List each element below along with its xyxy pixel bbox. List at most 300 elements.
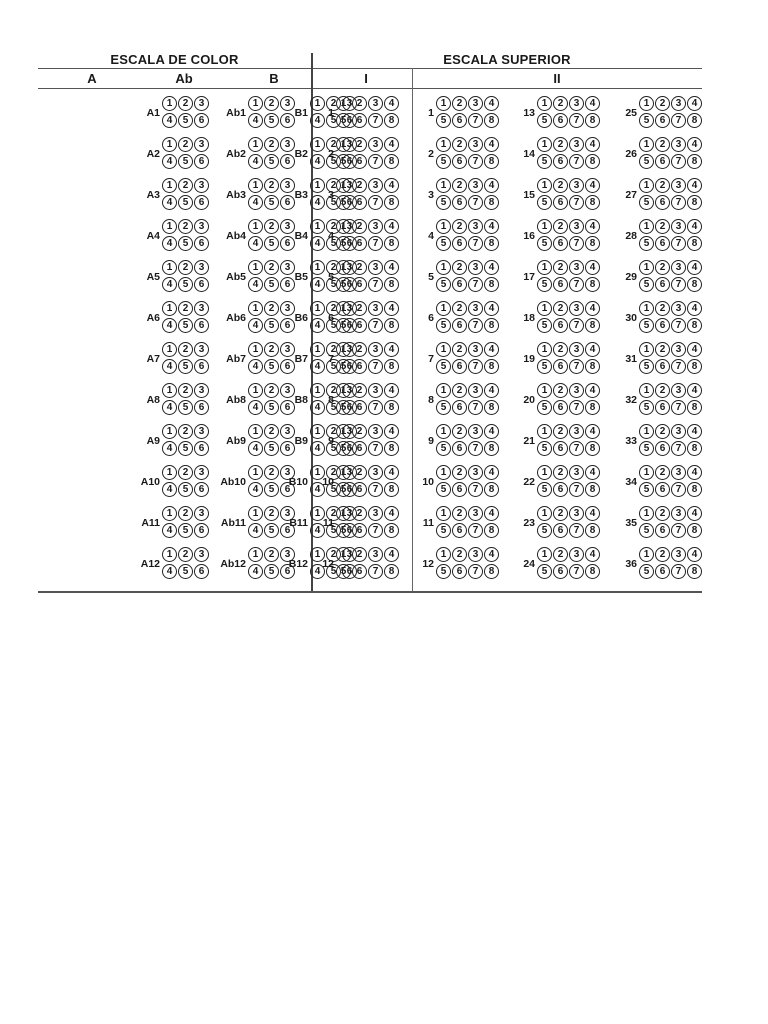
answer-bubble[interactable]: 6 bbox=[452, 400, 467, 415]
answer-bubble[interactable]: 6 bbox=[352, 359, 367, 374]
answer-bubble[interactable]: 2 bbox=[326, 506, 341, 521]
answer-bubble[interactable]: 1 bbox=[436, 342, 451, 357]
answer-bubble[interactable]: 2 bbox=[264, 506, 279, 521]
answer-bubble[interactable]: 4 bbox=[162, 359, 177, 374]
answer-bubble[interactable]: 1 bbox=[248, 383, 263, 398]
answer-bubble[interactable]: 1 bbox=[537, 178, 552, 193]
answer-bubble[interactable]: 4 bbox=[384, 260, 399, 275]
answer-bubble[interactable]: 5 bbox=[537, 441, 552, 456]
answer-bubble[interactable]: 3 bbox=[194, 137, 209, 152]
answer-bubble[interactable]: 2 bbox=[553, 178, 568, 193]
answer-bubble[interactable]: 7 bbox=[569, 277, 584, 292]
answer-bubble[interactable]: 4 bbox=[585, 424, 600, 439]
answer-bubble[interactable]: 1 bbox=[248, 547, 263, 562]
answer-bubble[interactable]: 2 bbox=[178, 547, 193, 562]
answer-bubble[interactable]: 5 bbox=[336, 359, 351, 374]
answer-bubble[interactable]: 1 bbox=[162, 219, 177, 234]
answer-bubble[interactable]: 2 bbox=[326, 219, 341, 234]
answer-bubble[interactable]: 3 bbox=[194, 301, 209, 316]
answer-bubble[interactable]: 3 bbox=[280, 424, 295, 439]
answer-bubble[interactable]: 1 bbox=[310, 506, 325, 521]
answer-bubble[interactable]: 2 bbox=[553, 137, 568, 152]
answer-bubble[interactable]: 5 bbox=[336, 482, 351, 497]
answer-bubble[interactable]: 7 bbox=[671, 482, 686, 497]
answer-bubble[interactable]: 1 bbox=[436, 547, 451, 562]
answer-bubble[interactable]: 2 bbox=[553, 547, 568, 562]
answer-bubble[interactable]: 8 bbox=[585, 482, 600, 497]
answer-bubble[interactable]: 4 bbox=[384, 506, 399, 521]
answer-bubble[interactable]: 5 bbox=[436, 154, 451, 169]
answer-bubble[interactable]: 3 bbox=[468, 301, 483, 316]
answer-bubble[interactable]: 8 bbox=[384, 154, 399, 169]
answer-bubble[interactable]: 2 bbox=[178, 506, 193, 521]
answer-bubble[interactable]: 1 bbox=[162, 96, 177, 111]
answer-bubble[interactable]: 1 bbox=[436, 383, 451, 398]
answer-bubble[interactable]: 5 bbox=[178, 277, 193, 292]
answer-bubble[interactable]: 5 bbox=[326, 564, 341, 579]
answer-bubble[interactable]: 6 bbox=[280, 195, 295, 210]
answer-bubble[interactable]: 4 bbox=[248, 482, 263, 497]
answer-bubble[interactable]: 6 bbox=[452, 154, 467, 169]
answer-bubble[interactable]: 8 bbox=[484, 318, 499, 333]
answer-bubble[interactable]: 5 bbox=[178, 195, 193, 210]
answer-bubble[interactable]: 6 bbox=[342, 400, 357, 415]
answer-bubble[interactable]: 4 bbox=[484, 260, 499, 275]
answer-bubble[interactable]: 7 bbox=[671, 236, 686, 251]
answer-bubble[interactable]: 8 bbox=[585, 195, 600, 210]
answer-bubble[interactable]: 4 bbox=[384, 178, 399, 193]
answer-bubble[interactable]: 6 bbox=[342, 236, 357, 251]
answer-bubble[interactable]: 5 bbox=[178, 441, 193, 456]
answer-bubble[interactable]: 4 bbox=[162, 318, 177, 333]
answer-bubble[interactable]: 3 bbox=[194, 260, 209, 275]
answer-bubble[interactable]: 4 bbox=[310, 154, 325, 169]
answer-bubble[interactable]: 1 bbox=[639, 96, 654, 111]
answer-bubble[interactable]: 1 bbox=[537, 465, 552, 480]
answer-bubble[interactable]: 7 bbox=[468, 400, 483, 415]
answer-bubble[interactable]: 4 bbox=[585, 506, 600, 521]
answer-bubble[interactable]: 2 bbox=[452, 424, 467, 439]
answer-bubble[interactable]: 4 bbox=[687, 178, 702, 193]
answer-bubble[interactable]: 5 bbox=[336, 113, 351, 128]
answer-bubble[interactable]: 5 bbox=[264, 359, 279, 374]
answer-bubble[interactable]: 1 bbox=[310, 547, 325, 562]
answer-bubble[interactable]: 7 bbox=[468, 236, 483, 251]
answer-bubble[interactable]: 4 bbox=[162, 154, 177, 169]
answer-bubble[interactable]: 1 bbox=[639, 547, 654, 562]
answer-bubble[interactable]: 8 bbox=[687, 154, 702, 169]
answer-bubble[interactable]: 1 bbox=[537, 301, 552, 316]
answer-bubble[interactable]: 1 bbox=[248, 260, 263, 275]
answer-bubble[interactable]: 6 bbox=[452, 318, 467, 333]
answer-bubble[interactable]: 4 bbox=[687, 96, 702, 111]
answer-bubble[interactable]: 2 bbox=[178, 137, 193, 152]
answer-bubble[interactable]: 8 bbox=[585, 564, 600, 579]
answer-bubble[interactable]: 6 bbox=[452, 564, 467, 579]
answer-bubble[interactable]: 2 bbox=[655, 301, 670, 316]
answer-bubble[interactable]: 8 bbox=[585, 400, 600, 415]
answer-bubble[interactable]: 2 bbox=[452, 547, 467, 562]
answer-bubble[interactable]: 1 bbox=[248, 506, 263, 521]
answer-bubble[interactable]: 7 bbox=[569, 523, 584, 538]
answer-bubble[interactable]: 1 bbox=[436, 96, 451, 111]
answer-bubble[interactable]: 6 bbox=[280, 154, 295, 169]
answer-bubble[interactable]: 7 bbox=[671, 523, 686, 538]
answer-bubble[interactable]: 5 bbox=[178, 564, 193, 579]
answer-bubble[interactable]: 3 bbox=[468, 260, 483, 275]
answer-bubble[interactable]: 2 bbox=[352, 383, 367, 398]
answer-bubble[interactable]: 2 bbox=[352, 96, 367, 111]
answer-bubble[interactable]: 1 bbox=[537, 506, 552, 521]
answer-bubble[interactable]: 5 bbox=[537, 400, 552, 415]
answer-bubble[interactable]: 2 bbox=[264, 96, 279, 111]
answer-bubble[interactable]: 3 bbox=[280, 137, 295, 152]
answer-bubble[interactable]: 6 bbox=[452, 277, 467, 292]
answer-bubble[interactable]: 4 bbox=[384, 424, 399, 439]
answer-bubble[interactable]: 4 bbox=[310, 359, 325, 374]
answer-bubble[interactable]: 3 bbox=[368, 465, 383, 480]
answer-bubble[interactable]: 6 bbox=[280, 277, 295, 292]
answer-bubble[interactable]: 2 bbox=[326, 465, 341, 480]
answer-bubble[interactable]: 7 bbox=[569, 318, 584, 333]
answer-bubble[interactable]: 5 bbox=[639, 318, 654, 333]
answer-bubble[interactable]: 4 bbox=[484, 506, 499, 521]
answer-bubble[interactable]: 4 bbox=[484, 301, 499, 316]
answer-bubble[interactable]: 1 bbox=[336, 178, 351, 193]
answer-bubble[interactable]: 4 bbox=[248, 195, 263, 210]
answer-bubble[interactable]: 3 bbox=[342, 465, 357, 480]
answer-bubble[interactable]: 5 bbox=[326, 236, 341, 251]
answer-bubble[interactable]: 2 bbox=[655, 342, 670, 357]
answer-bubble[interactable]: 2 bbox=[326, 383, 341, 398]
answer-bubble[interactable]: 2 bbox=[452, 383, 467, 398]
answer-bubble[interactable]: 4 bbox=[248, 113, 263, 128]
answer-bubble[interactable]: 8 bbox=[384, 564, 399, 579]
answer-bubble[interactable]: 2 bbox=[352, 424, 367, 439]
answer-bubble[interactable]: 6 bbox=[280, 236, 295, 251]
answer-bubble[interactable]: 2 bbox=[452, 301, 467, 316]
answer-bubble[interactable]: 8 bbox=[687, 564, 702, 579]
answer-bubble[interactable]: 5 bbox=[639, 359, 654, 374]
answer-bubble[interactable]: 3 bbox=[671, 547, 686, 562]
answer-bubble[interactable]: 7 bbox=[569, 195, 584, 210]
answer-bubble[interactable]: 5 bbox=[436, 441, 451, 456]
answer-bubble[interactable]: 3 bbox=[368, 260, 383, 275]
answer-bubble[interactable]: 4 bbox=[687, 260, 702, 275]
answer-bubble[interactable]: 2 bbox=[655, 383, 670, 398]
answer-bubble[interactable]: 6 bbox=[352, 482, 367, 497]
answer-bubble[interactable]: 3 bbox=[280, 383, 295, 398]
answer-bubble[interactable]: 4 bbox=[162, 236, 177, 251]
answer-bubble[interactable]: 7 bbox=[368, 195, 383, 210]
answer-bubble[interactable]: 5 bbox=[436, 236, 451, 251]
answer-bubble[interactable]: 2 bbox=[264, 465, 279, 480]
answer-bubble[interactable]: 1 bbox=[310, 219, 325, 234]
answer-bubble[interactable]: 6 bbox=[194, 359, 209, 374]
answer-bubble[interactable]: 1 bbox=[162, 465, 177, 480]
answer-bubble[interactable]: 4 bbox=[484, 137, 499, 152]
answer-bubble[interactable]: 3 bbox=[671, 301, 686, 316]
answer-bubble[interactable]: 3 bbox=[569, 219, 584, 234]
answer-bubble[interactable]: 5 bbox=[326, 195, 341, 210]
answer-bubble[interactable]: 3 bbox=[468, 219, 483, 234]
answer-bubble[interactable]: 3 bbox=[569, 465, 584, 480]
answer-bubble[interactable]: 6 bbox=[194, 400, 209, 415]
answer-bubble[interactable]: 1 bbox=[639, 465, 654, 480]
answer-bubble[interactable]: 6 bbox=[342, 277, 357, 292]
answer-bubble[interactable]: 3 bbox=[342, 96, 357, 111]
answer-bubble[interactable]: 8 bbox=[585, 441, 600, 456]
answer-bubble[interactable]: 7 bbox=[368, 482, 383, 497]
answer-bubble[interactable]: 3 bbox=[368, 506, 383, 521]
answer-bubble[interactable]: 4 bbox=[310, 113, 325, 128]
answer-bubble[interactable]: 6 bbox=[194, 277, 209, 292]
answer-bubble[interactable]: 4 bbox=[384, 383, 399, 398]
answer-bubble[interactable]: 3 bbox=[671, 178, 686, 193]
answer-bubble[interactable]: 2 bbox=[452, 96, 467, 111]
answer-bubble[interactable]: 4 bbox=[310, 523, 325, 538]
answer-bubble[interactable]: 3 bbox=[342, 547, 357, 562]
answer-bubble[interactable]: 6 bbox=[655, 359, 670, 374]
answer-bubble[interactable]: 6 bbox=[553, 523, 568, 538]
answer-bubble[interactable]: 6 bbox=[655, 277, 670, 292]
answer-bubble[interactable]: 3 bbox=[569, 178, 584, 193]
answer-bubble[interactable]: 4 bbox=[310, 318, 325, 333]
answer-bubble[interactable]: 3 bbox=[194, 506, 209, 521]
answer-bubble[interactable]: 3 bbox=[194, 96, 209, 111]
answer-bubble[interactable]: 1 bbox=[248, 178, 263, 193]
answer-bubble[interactable]: 8 bbox=[384, 359, 399, 374]
answer-bubble[interactable]: 5 bbox=[178, 482, 193, 497]
answer-bubble[interactable]: 3 bbox=[194, 465, 209, 480]
answer-bubble[interactable]: 2 bbox=[264, 383, 279, 398]
answer-bubble[interactable]: 5 bbox=[436, 277, 451, 292]
answer-bubble[interactable]: 2 bbox=[264, 137, 279, 152]
answer-bubble[interactable]: 2 bbox=[352, 260, 367, 275]
answer-bubble[interactable]: 1 bbox=[336, 342, 351, 357]
answer-bubble[interactable]: 5 bbox=[436, 564, 451, 579]
answer-bubble[interactable]: 6 bbox=[280, 441, 295, 456]
answer-bubble[interactable]: 7 bbox=[468, 523, 483, 538]
answer-bubble[interactable]: 2 bbox=[178, 424, 193, 439]
answer-bubble[interactable]: 1 bbox=[248, 465, 263, 480]
answer-bubble[interactable]: 7 bbox=[468, 154, 483, 169]
answer-bubble[interactable]: 8 bbox=[484, 523, 499, 538]
answer-bubble[interactable]: 6 bbox=[280, 400, 295, 415]
answer-bubble[interactable]: 8 bbox=[384, 195, 399, 210]
answer-bubble[interactable]: 5 bbox=[436, 195, 451, 210]
answer-bubble[interactable]: 8 bbox=[484, 277, 499, 292]
answer-bubble[interactable]: 1 bbox=[248, 424, 263, 439]
answer-bubble[interactable]: 3 bbox=[280, 506, 295, 521]
answer-bubble[interactable]: 8 bbox=[585, 523, 600, 538]
answer-bubble[interactable]: 4 bbox=[484, 96, 499, 111]
answer-bubble[interactable]: 1 bbox=[248, 96, 263, 111]
answer-bubble[interactable]: 5 bbox=[264, 400, 279, 415]
answer-bubble[interactable]: 6 bbox=[342, 523, 357, 538]
answer-bubble[interactable]: 6 bbox=[194, 236, 209, 251]
answer-bubble[interactable]: 2 bbox=[655, 547, 670, 562]
answer-bubble[interactable]: 1 bbox=[336, 137, 351, 152]
answer-bubble[interactable]: 1 bbox=[537, 342, 552, 357]
answer-bubble[interactable]: 4 bbox=[248, 359, 263, 374]
answer-bubble[interactable]: 2 bbox=[352, 506, 367, 521]
answer-bubble[interactable]: 8 bbox=[687, 236, 702, 251]
answer-bubble[interactable]: 1 bbox=[310, 96, 325, 111]
answer-bubble[interactable]: 6 bbox=[452, 482, 467, 497]
answer-bubble[interactable]: 5 bbox=[264, 441, 279, 456]
answer-bubble[interactable]: 6 bbox=[280, 359, 295, 374]
answer-bubble[interactable]: 6 bbox=[655, 441, 670, 456]
answer-bubble[interactable]: 3 bbox=[671, 383, 686, 398]
answer-bubble[interactable]: 3 bbox=[368, 219, 383, 234]
answer-bubble[interactable]: 1 bbox=[336, 547, 351, 562]
answer-bubble[interactable]: 8 bbox=[484, 400, 499, 415]
answer-bubble[interactable]: 3 bbox=[368, 383, 383, 398]
answer-bubble[interactable]: 7 bbox=[368, 318, 383, 333]
answer-bubble[interactable]: 6 bbox=[553, 482, 568, 497]
answer-bubble[interactable]: 4 bbox=[484, 424, 499, 439]
answer-bubble[interactable]: 5 bbox=[336, 318, 351, 333]
answer-bubble[interactable]: 7 bbox=[468, 441, 483, 456]
answer-bubble[interactable]: 1 bbox=[162, 383, 177, 398]
answer-bubble[interactable]: 1 bbox=[336, 424, 351, 439]
answer-bubble[interactable]: 3 bbox=[280, 547, 295, 562]
answer-bubble[interactable]: 4 bbox=[585, 547, 600, 562]
answer-bubble[interactable]: 6 bbox=[194, 482, 209, 497]
answer-bubble[interactable]: 8 bbox=[585, 277, 600, 292]
answer-bubble[interactable]: 6 bbox=[342, 154, 357, 169]
answer-bubble[interactable]: 2 bbox=[655, 424, 670, 439]
answer-bubble[interactable]: 3 bbox=[569, 383, 584, 398]
answer-bubble[interactable]: 2 bbox=[655, 178, 670, 193]
answer-bubble[interactable]: 5 bbox=[537, 195, 552, 210]
answer-bubble[interactable]: 2 bbox=[264, 547, 279, 562]
answer-bubble[interactable]: 5 bbox=[336, 277, 351, 292]
answer-bubble[interactable]: 8 bbox=[687, 400, 702, 415]
answer-bubble[interactable]: 4 bbox=[585, 260, 600, 275]
answer-bubble[interactable]: 8 bbox=[384, 318, 399, 333]
answer-bubble[interactable]: 3 bbox=[671, 342, 686, 357]
answer-bubble[interactable]: 6 bbox=[553, 195, 568, 210]
answer-bubble[interactable]: 6 bbox=[352, 195, 367, 210]
answer-bubble[interactable]: 7 bbox=[671, 277, 686, 292]
answer-bubble[interactable]: 5 bbox=[639, 400, 654, 415]
answer-bubble[interactable]: 5 bbox=[326, 523, 341, 538]
answer-bubble[interactable]: 4 bbox=[310, 400, 325, 415]
answer-bubble[interactable]: 7 bbox=[468, 482, 483, 497]
answer-bubble[interactable]: 5 bbox=[336, 564, 351, 579]
answer-bubble[interactable]: 3 bbox=[280, 178, 295, 193]
answer-bubble[interactable]: 4 bbox=[248, 318, 263, 333]
answer-bubble[interactable]: 8 bbox=[585, 359, 600, 374]
answer-bubble[interactable]: 8 bbox=[384, 236, 399, 251]
answer-bubble[interactable]: 1 bbox=[436, 219, 451, 234]
answer-bubble[interactable]: 6 bbox=[342, 113, 357, 128]
answer-bubble[interactable]: 3 bbox=[468, 137, 483, 152]
answer-bubble[interactable]: 4 bbox=[384, 219, 399, 234]
answer-bubble[interactable]: 4 bbox=[687, 219, 702, 234]
answer-bubble[interactable]: 4 bbox=[248, 523, 263, 538]
answer-bubble[interactable]: 2 bbox=[655, 260, 670, 275]
answer-bubble[interactable]: 4 bbox=[310, 482, 325, 497]
answer-bubble[interactable]: 3 bbox=[468, 424, 483, 439]
answer-bubble[interactable]: 6 bbox=[452, 236, 467, 251]
answer-bubble[interactable]: 4 bbox=[310, 441, 325, 456]
answer-bubble[interactable]: 1 bbox=[639, 342, 654, 357]
answer-bubble[interactable]: 4 bbox=[484, 219, 499, 234]
answer-bubble[interactable]: 2 bbox=[553, 424, 568, 439]
answer-bubble[interactable]: 7 bbox=[468, 277, 483, 292]
answer-bubble[interactable]: 2 bbox=[264, 301, 279, 316]
answer-bubble[interactable]: 6 bbox=[194, 154, 209, 169]
answer-bubble[interactable]: 4 bbox=[687, 424, 702, 439]
answer-bubble[interactable]: 5 bbox=[436, 400, 451, 415]
answer-bubble[interactable]: 1 bbox=[310, 137, 325, 152]
answer-bubble[interactable]: 2 bbox=[452, 137, 467, 152]
answer-bubble[interactable]: 3 bbox=[468, 506, 483, 521]
answer-bubble[interactable]: 2 bbox=[553, 219, 568, 234]
answer-bubble[interactable]: 6 bbox=[553, 400, 568, 415]
answer-bubble[interactable]: 5 bbox=[264, 523, 279, 538]
answer-bubble[interactable]: 1 bbox=[436, 260, 451, 275]
answer-bubble[interactable]: 7 bbox=[468, 564, 483, 579]
answer-bubble[interactable]: 3 bbox=[569, 137, 584, 152]
answer-bubble[interactable]: 3 bbox=[342, 260, 357, 275]
answer-bubble[interactable]: 4 bbox=[585, 137, 600, 152]
answer-bubble[interactable]: 4 bbox=[162, 277, 177, 292]
answer-bubble[interactable]: 7 bbox=[569, 400, 584, 415]
answer-bubble[interactable]: 3 bbox=[671, 506, 686, 521]
answer-bubble[interactable]: 4 bbox=[162, 441, 177, 456]
answer-bubble[interactable]: 5 bbox=[264, 154, 279, 169]
answer-bubble[interactable]: 1 bbox=[336, 383, 351, 398]
answer-bubble[interactable]: 1 bbox=[310, 465, 325, 480]
answer-bubble[interactable]: 1 bbox=[639, 178, 654, 193]
answer-bubble[interactable]: 7 bbox=[671, 154, 686, 169]
answer-bubble[interactable]: 7 bbox=[368, 154, 383, 169]
answer-bubble[interactable]: 1 bbox=[248, 137, 263, 152]
answer-bubble[interactable]: 4 bbox=[384, 342, 399, 357]
answer-bubble[interactable]: 5 bbox=[336, 523, 351, 538]
answer-bubble[interactable]: 4 bbox=[687, 506, 702, 521]
answer-bubble[interactable]: 4 bbox=[585, 465, 600, 480]
answer-bubble[interactable]: 3 bbox=[342, 424, 357, 439]
answer-bubble[interactable]: 3 bbox=[671, 424, 686, 439]
answer-bubble[interactable]: 4 bbox=[585, 383, 600, 398]
answer-bubble[interactable]: 1 bbox=[310, 301, 325, 316]
answer-bubble[interactable]: 1 bbox=[537, 424, 552, 439]
answer-bubble[interactable]: 4 bbox=[162, 113, 177, 128]
answer-bubble[interactable]: 2 bbox=[452, 178, 467, 193]
answer-bubble[interactable]: 5 bbox=[264, 564, 279, 579]
answer-bubble[interactable]: 7 bbox=[569, 236, 584, 251]
answer-bubble[interactable]: 4 bbox=[310, 564, 325, 579]
answer-bubble[interactable]: 5 bbox=[537, 482, 552, 497]
answer-bubble[interactable]: 2 bbox=[178, 219, 193, 234]
answer-bubble[interactable]: 4 bbox=[162, 523, 177, 538]
answer-bubble[interactable]: 5 bbox=[264, 482, 279, 497]
answer-bubble[interactable]: 7 bbox=[671, 400, 686, 415]
answer-bubble[interactable]: 4 bbox=[687, 342, 702, 357]
answer-bubble[interactable]: 1 bbox=[436, 424, 451, 439]
answer-bubble[interactable]: 3 bbox=[671, 137, 686, 152]
answer-bubble[interactable]: 4 bbox=[248, 154, 263, 169]
answer-bubble[interactable]: 1 bbox=[310, 178, 325, 193]
answer-bubble[interactable]: 5 bbox=[178, 113, 193, 128]
answer-bubble[interactable]: 1 bbox=[336, 465, 351, 480]
answer-bubble[interactable]: 6 bbox=[352, 277, 367, 292]
